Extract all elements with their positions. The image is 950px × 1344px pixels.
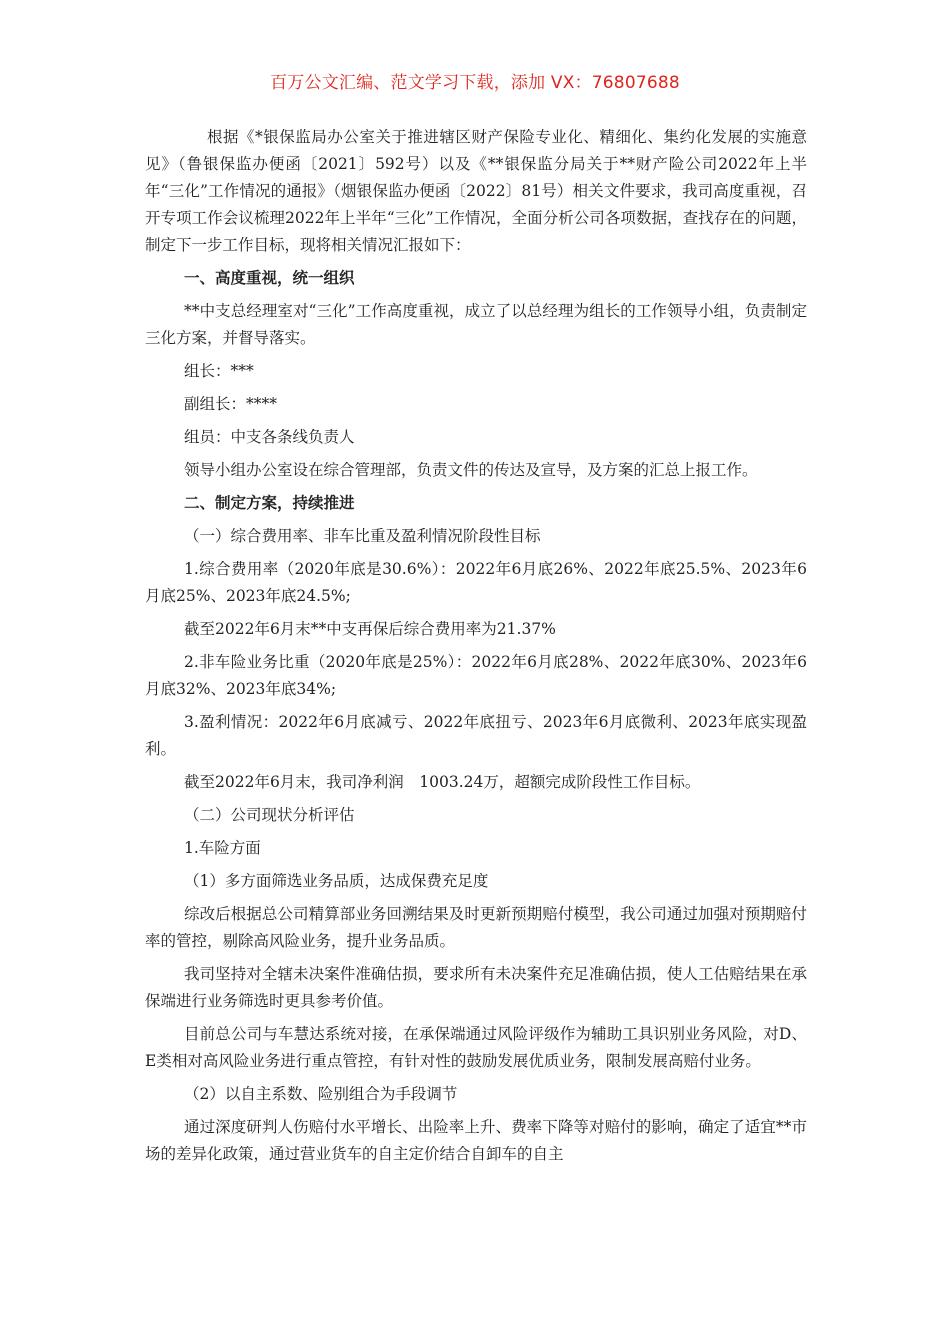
target-profit: 3.盈利情况：2022年6月底减亏、2022年底扭亏、2023年6月底微利、2023年底实现盈利。 <box>145 713 807 758</box>
subsection-2-title: （二）公司现状分析评估 <box>184 806 355 824</box>
target-expense-ratio: 1.综合费用率（2020年底是30.6%）：2022年6月底26%、2022年底25.5%、2023年6月底25%、2023年底24.5%; <box>145 560 807 605</box>
group-members: 组员：中支各条线负责人 <box>184 428 355 446</box>
auto-paragraph-1: 综改后根据总公司精算部业务回溯结果及时更新预期赔付模型，我公司通过加强对预期赔付率的管控，剔除高风险业务，提升业务品质。 <box>145 905 807 950</box>
auto-point-1-title: （1）多方面筛选业务品质，达成保费充足度 <box>184 872 489 890</box>
target-non-auto-share: 2.非车险业务比重（2020年底是25%）：2022年6月底28%、2022年底30%、2023年6月底32%、2023年底34%; <box>145 653 807 698</box>
auto-paragraph-3: 目前总公司与车慧达系统对接，在承保端通过风险评级作为辅助工具识别业务风险，对D、E类相对高风险业务进行重点管控，有针对性的鼓励发展优质业务，限制发展高赔付业务。 <box>145 1025 807 1070</box>
group-deputy: 副组长：**** <box>184 395 278 413</box>
profit-note: 截至2022年6月末，我司净利润 1003.24万，超额完成阶段性工作目标。 <box>184 773 701 791</box>
auto-paragraph-4: 通过深度研判人伤赔付水平增长、出险率上升、费率下降等对赔付的影响，确定了适宜**市场的差异化政策，通过营业货车的自主定价结合自卸车的自主 <box>145 1118 807 1163</box>
subsection-1-title: （一）综合费用率、非车比重及盈利情况阶段性目标 <box>184 527 541 545</box>
section-1-heading: 一、高度重视，统一组织 <box>184 269 355 287</box>
group-office: 领导小组办公室设在综合管理部，负责文件的传达及宣导，及方案的汇总上报工作。 <box>184 461 758 479</box>
group-leader: 组长：*** <box>184 362 254 380</box>
expense-ratio-note: 截至2022年6月末**中支再保后综合费用率为21.37% <box>184 620 556 638</box>
document-body <box>145 124 807 1168</box>
auto-point-2-title: （2）以自主系数、险别组合为手段调节 <box>184 1085 458 1103</box>
watermark-header: 百万公文汇编、范文学习下载，添加 VX：76807688 <box>270 73 680 93</box>
section-1-paragraph: **中支总经理室对“三化”工作高度重视，成立了以总经理为组长的工作领导小组，负责制定三化方案，并督导落实。 <box>145 302 807 347</box>
auto-paragraph-2: 我司坚持对全辖未决案件准确估损，要求所有未决案件充足准确估损，使人工估赔结果在承保端进行业务筛选时更具参考价值。 <box>145 965 807 1010</box>
intro-paragraph: 根据《*银保监局办公室关于推进辖区财产保险专业化、精细化、集约化发展的实施意见》（鲁银保监办便函〔2021〕592号）以及《**银保监分局关于**财产险公司2022年上半年“三化”工作情况的通报》（烟银保监办便函〔2022〕81号）相关文件要求，我司高度重视，召开专项工作会议梳理2022年上半年“三化”工作情况，全面分析公司各项数据，查找存在的问题，制定下一步工作目标，现将相关情况汇报如下： <box>145 128 807 254</box>
auto-insurance-title: 1.车险方面 <box>184 839 261 857</box>
section-2-heading: 二、制定方案，持续推进 <box>184 494 355 512</box>
